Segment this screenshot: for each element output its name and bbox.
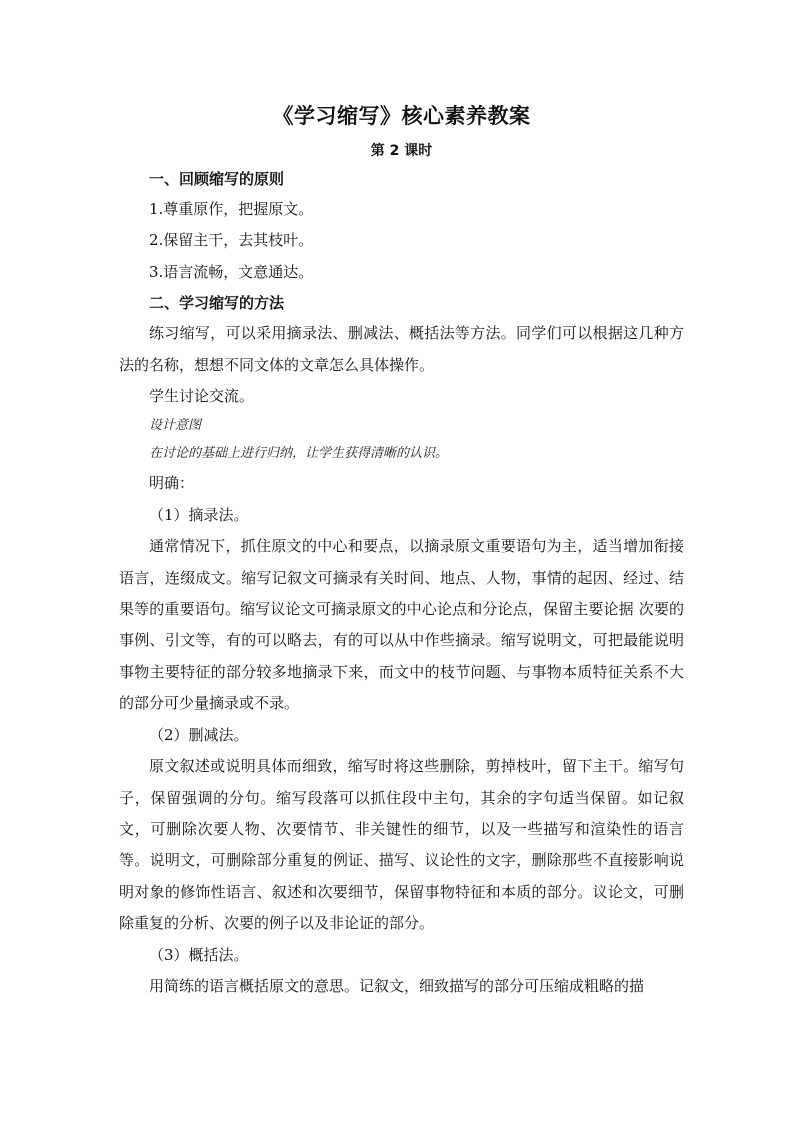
- method-text-delete: 原文叙述或说明具体而细致，缩写时将这些删除，剪掉枝叶，留下主干。缩写句子，保留强调的分句。缩写段落可以抓住段中主句，其余的字句适当保留。如记叙文，可删除次要人物、次要情节、非关键性的细节，以及一些描写和渲染性的语言等。说明文，可删除部分重复的例证、描写、议论性的文字，删除那些不直接影响说明对象的修饰性语言、叙述和次要细节，保留事物特征和本质的部分。议论文，可删除重复的分析、次要的例子以及非论证的部分。: [119, 757, 684, 933]
- section-heading-methods: 二、学习缩写的方法: [149, 294, 285, 313]
- method-text-excerpt: 通常情况下，抓住原文的中心和要点，以摘录原文重要语句为主，适当增加衔接语言，连缀成文。缩写记叙文可摘录有关时间、地点、人物，事情的起因、经过、结果等的重要语句。缩写议论文可摘录原文的中心论点和分论点，保留主要论据 次要的事例、引文等，有的可以略去，有的可以从中作些摘录。缩写说明文，可把最能说明事物主要特征的部分较多地摘录下来，而文中的枝节问题、与事物本质特征关系不大的部分可少量摘录或不录。: [119, 537, 684, 713]
- clarify-label: 明确：: [149, 474, 195, 493]
- method-label-summarize: （3）概括法。: [149, 945, 249, 964]
- document-page: [119, 100, 684, 1002]
- method-text-summarize: 用简练的语言概括原文的意思。记叙文，细致描写的部分可压缩成粗略的描: [149, 976, 645, 995]
- lesson-subtitle: 第 2 课时: [370, 143, 433, 159]
- principle-item: 1.尊重原作，把握原文。: [149, 200, 314, 218]
- method-label-delete: （2）删减法。: [149, 725, 249, 744]
- design-intent-text: 在讨论的基础上进行归纳，让学生获得清晰的认识。: [149, 446, 449, 462]
- document-title: 《学习缩写》核心素养教案: [272, 104, 531, 128]
- section-heading-review: 一、回顾缩写的原则: [149, 170, 285, 188]
- methods-intro: 练习缩写，可以采用摘录法、删减法、概括法等方法。同学们可以根据这几种方法的名称，想想不同文体的文章怎么具体操作。: [119, 324, 684, 374]
- method-label-excerpt: （1）摘录法。: [149, 505, 249, 524]
- design-intent-label: 设计意图: [149, 418, 202, 434]
- principle-item: 3.语言流畅，文意通达。: [149, 262, 314, 281]
- discussion-note: 学生讨论交流。: [149, 387, 255, 406]
- principle-item: 2.保留主干，去其枝叶。: [149, 231, 314, 250]
